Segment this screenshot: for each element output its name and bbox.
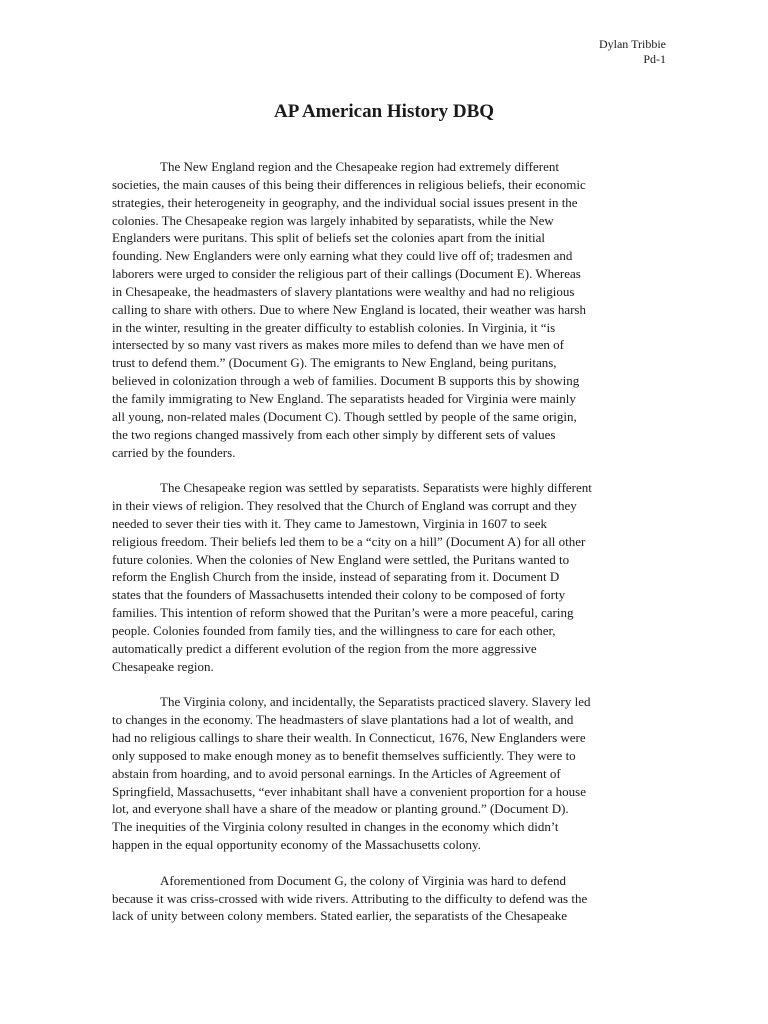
paragraph-line: in Chesapeake, the headmasters of slavery plantations were wealthy and had no religious: [112, 283, 575, 299]
paragraph-line: religious freedom. Their beliefs led them to be a “city on a hill” (Document A) for all other: [112, 533, 586, 549]
paragraph-line: needed to sever their ties with it. They came to Jamestown, Virginia in 1607 to seek: [112, 515, 547, 531]
paragraph-line: happen in the equal opportunity economy of the Massachusetts colony.: [112, 837, 481, 853]
page-header: [599, 37, 666, 67]
paragraph-line: because it was criss-crossed with wide rivers. Attributing to the difficulty to defend was the: [112, 890, 588, 906]
paragraph-line: The Chesapeake region was settled by separatists. Separatists were highly different: [160, 480, 592, 496]
paragraph-line: laborers were urged to consider the religious part of their callings (Document E). Whereas: [112, 266, 581, 282]
paragraph-line: automatically predict a different evolution of the region from the more aggressive: [112, 640, 537, 656]
paragraph-line: all young, non-related males (Document C). Though settled by people of the same origin,: [112, 408, 577, 424]
paragraph-line: calling to share with others. Due to where New England is located, their weather was harsh: [112, 301, 586, 317]
paragraph-line: The inequities of the Virginia colony resulted in changes in the economy which didn’t: [112, 819, 559, 835]
paragraph-line: in their views of religion. They resolved that the Church of England was corrupt and they: [112, 498, 577, 514]
paragraph-line: strategies, their heterogeneity in geography, and the individual social issues present in the: [112, 194, 578, 210]
essay-paragraph: [112, 693, 666, 854]
paragraph-line: believed in colonization through a web of families. Document B supports this by showing: [112, 373, 580, 389]
paragraph-line: trust to defend them.” (Document G). The emigrants to New England, being puritans,: [112, 355, 557, 371]
paragraph-line: reform the English Church from the inside, instead of separating from it. Document D: [112, 569, 560, 585]
essay-paragraph: [112, 158, 666, 461]
paragraph-line: had no religious callings to share their wealth. In Connecticut, 1676, New Englanders were: [112, 730, 586, 745]
essay-paragraph: [112, 872, 666, 926]
class-period: Pd-1: [643, 52, 666, 66]
paragraph-line: Aforementioned from Document G, the colony of Virginia was hard to defend: [160, 872, 566, 888]
paragraph-line: societies, the main causes of this being their differences in religious beliefs, their economic: [112, 176, 586, 192]
paragraph-line: lack of unity between colony members. Stated earlier, the separatists of the Chesapeake: [112, 908, 568, 924]
author-name: Dylan Tribbie: [598, 37, 666, 51]
essay-paragraph: [112, 479, 666, 675]
paragraph-line: carried by the founders.: [112, 444, 236, 460]
paragraph-line: The New England region and the Chesapeake region had extremely different: [160, 159, 559, 174]
paragraph-line: people. Colonies founded from family ties, and the willingness to care for each other,: [112, 622, 556, 638]
paragraph-line: states that the founders of Massachusetts intended their colony to be composed of forty: [112, 587, 566, 603]
paragraph-line: abstain from hoarding, and to avoid personal earnings. In the Articles of Agreement of: [112, 765, 561, 781]
paragraph-line: lot, and everyone shall have a share of the meadow or planting ground.” (Document D).: [112, 801, 569, 817]
paragraph-line: intersected by so many vast rivers as makes more miles to defend than we have men of: [112, 337, 564, 353]
paragraph-line: the family immigrating to New England. The separatists headed for Virginia were mainly: [112, 390, 576, 406]
paragraph-line: families. This intention of reform showed that the Puritan’s were a more peaceful, caring: [112, 605, 574, 621]
paragraph-line: Englanders were puritans. This split of beliefs set the colonies apart from the initial: [112, 230, 545, 246]
essay-body: [112, 158, 666, 943]
paragraph-line: in the winter, resulting in the greater difficulty to establish colonies. In Virginia, it “is: [112, 319, 556, 335]
paragraph-line: colonies. The Chesapeake region was largely inhabited by separatists, while the New: [112, 212, 554, 228]
paragraph-line: the two regions changed massively from each other simply by different sets of values: [112, 426, 556, 442]
paragraph-line: Chesapeake region.: [112, 658, 214, 674]
paragraph-line: Springfield, Massachusetts, “ever inhabitant shall have a convenient proportion for a house: [112, 783, 587, 799]
paragraph-line: The Virginia colony, and incidentally, the Separatists practiced slavery. Slavery led: [160, 694, 591, 710]
paragraph-line: future colonies. When the colonies of New England were settled, the Puritans wanted to: [112, 551, 570, 567]
paragraph-line: only supposed to make enough money as to benefit themselves sufficiently. They were to: [112, 747, 576, 763]
document-title: AP American History DBQ: [273, 101, 495, 122]
paragraph-line: founding. New Englanders were only earning what they could live off of; tradesmen and: [112, 248, 573, 264]
paragraph-line: to changes in the economy. The headmasters of slave plantations had a lot of wealth, and: [112, 712, 574, 728]
